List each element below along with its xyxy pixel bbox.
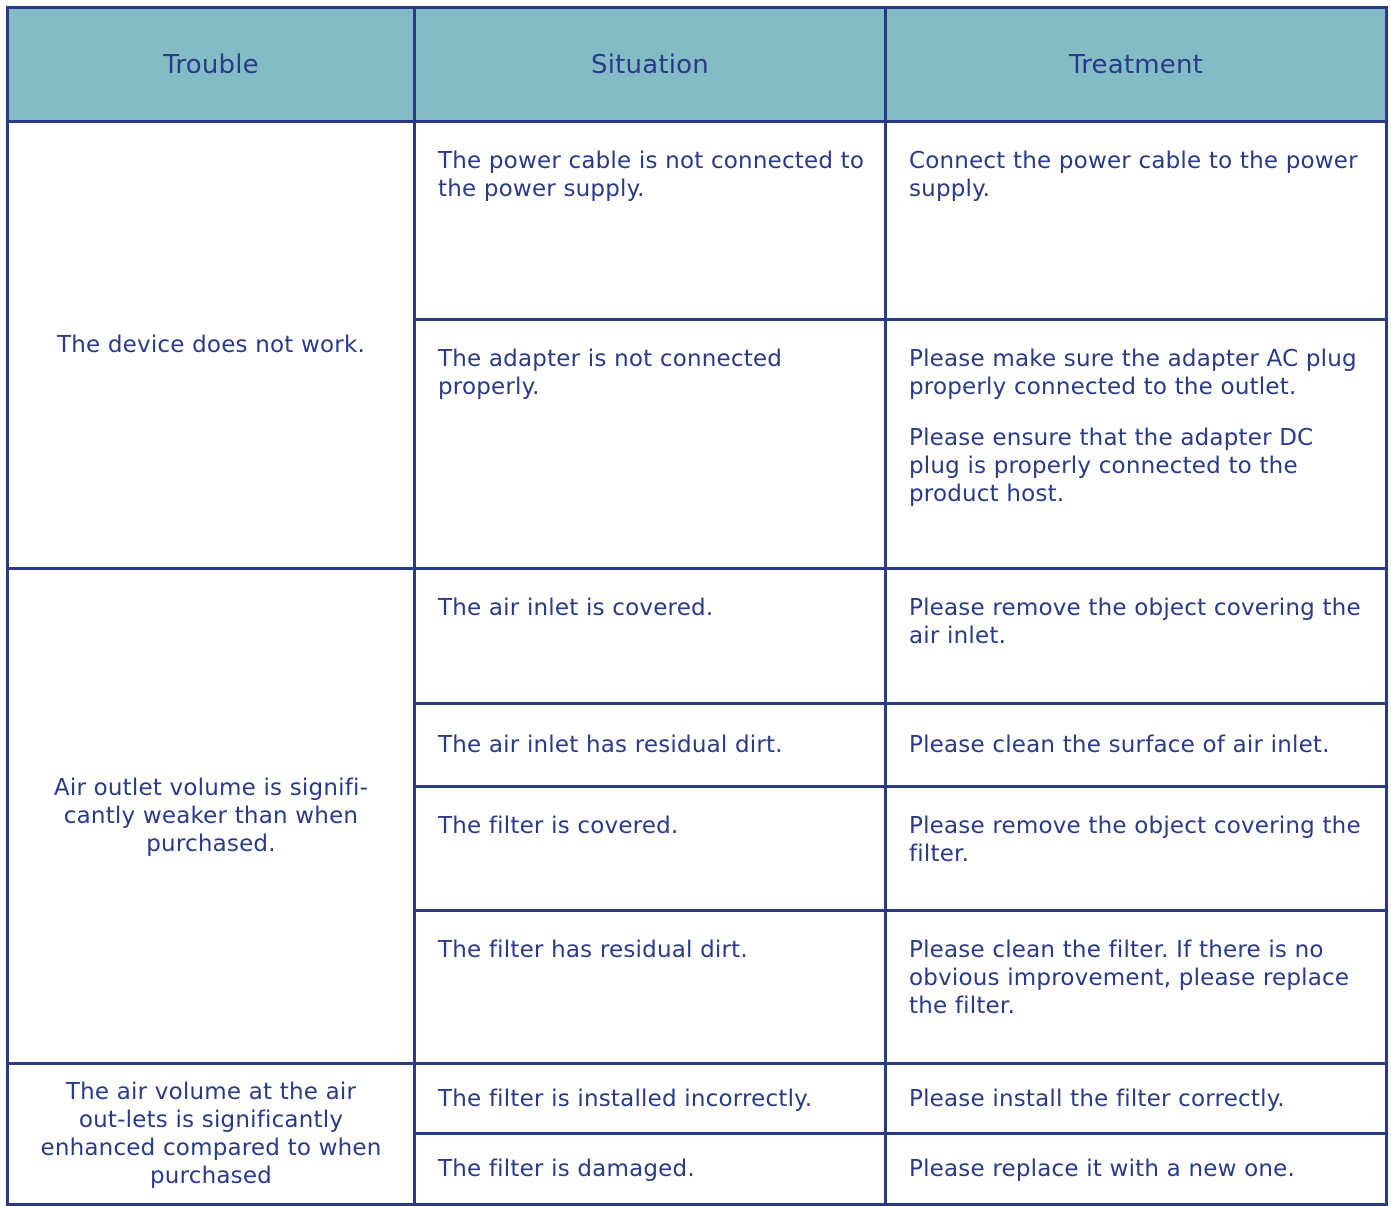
treatment-text: Please clean the filter. If there is no obvious improvement, please replace the filter. (909, 937, 1350, 1019)
header-treatment: Treatment (886, 8, 1387, 122)
situation-cell: The power cable is not connected to the power supply. (415, 122, 886, 320)
trouble-cell: The device does not work. (8, 122, 415, 569)
trouble-cell: Air outlet volume is signifi-cantly weaker than when purchased. (8, 569, 415, 1064)
table-row (8, 569, 1387, 704)
treatment-text: Please install the filter correctly. (909, 1085, 1285, 1112)
trouble-cell: The air volume at the air out-lets is significantly enhanced compared to when purchased (8, 1064, 415, 1205)
situation-cell: The filter is installed incorrectly. (415, 1064, 886, 1134)
situation-cell: The filter is damaged. (415, 1134, 886, 1205)
table-row (8, 122, 1387, 320)
treatment-text: Please ensure that the adapter DC plug is properly connected to the product host. (909, 425, 1314, 507)
troubleshooting-table (6, 6, 1388, 1206)
situation-cell: The adapter is not connected properly. (415, 320, 886, 569)
treatment-text: Please replace it with a new one. (909, 1156, 1296, 1182)
situation-cell: The air inlet has residual dirt. (415, 704, 886, 787)
treatment-text: Connect the power cable to the power supply. (909, 148, 1358, 202)
treatment-cell (886, 704, 1387, 787)
header-trouble: Trouble (8, 8, 415, 122)
treatment-cell (886, 1064, 1387, 1134)
treatment-text: Please make sure the adapter AC plug properly connected to the outlet. (909, 346, 1357, 400)
treatment-cell (886, 320, 1387, 569)
situation-cell: The air inlet is covered. (415, 569, 886, 704)
table-row (8, 1064, 1387, 1134)
treatment-cell (886, 1134, 1387, 1205)
treatment-text: Please remove the object covering the filter. (909, 813, 1361, 867)
situation-cell: The filter is covered. (415, 787, 886, 911)
treatment-cell (886, 122, 1387, 320)
treatment-text: Please clean the surface of air inlet. (909, 732, 1330, 758)
troubleshooting-table-container (6, 6, 1388, 1206)
treatment-cell (886, 787, 1387, 911)
header-row (8, 8, 1387, 122)
treatment-cell (886, 911, 1387, 1064)
situation-cell: The filter has residual dirt. (415, 911, 886, 1064)
treatment-cell (886, 569, 1387, 704)
treatment-text: Please remove the object covering the air inlet. (909, 595, 1361, 649)
header-situation: Situation (415, 8, 886, 122)
